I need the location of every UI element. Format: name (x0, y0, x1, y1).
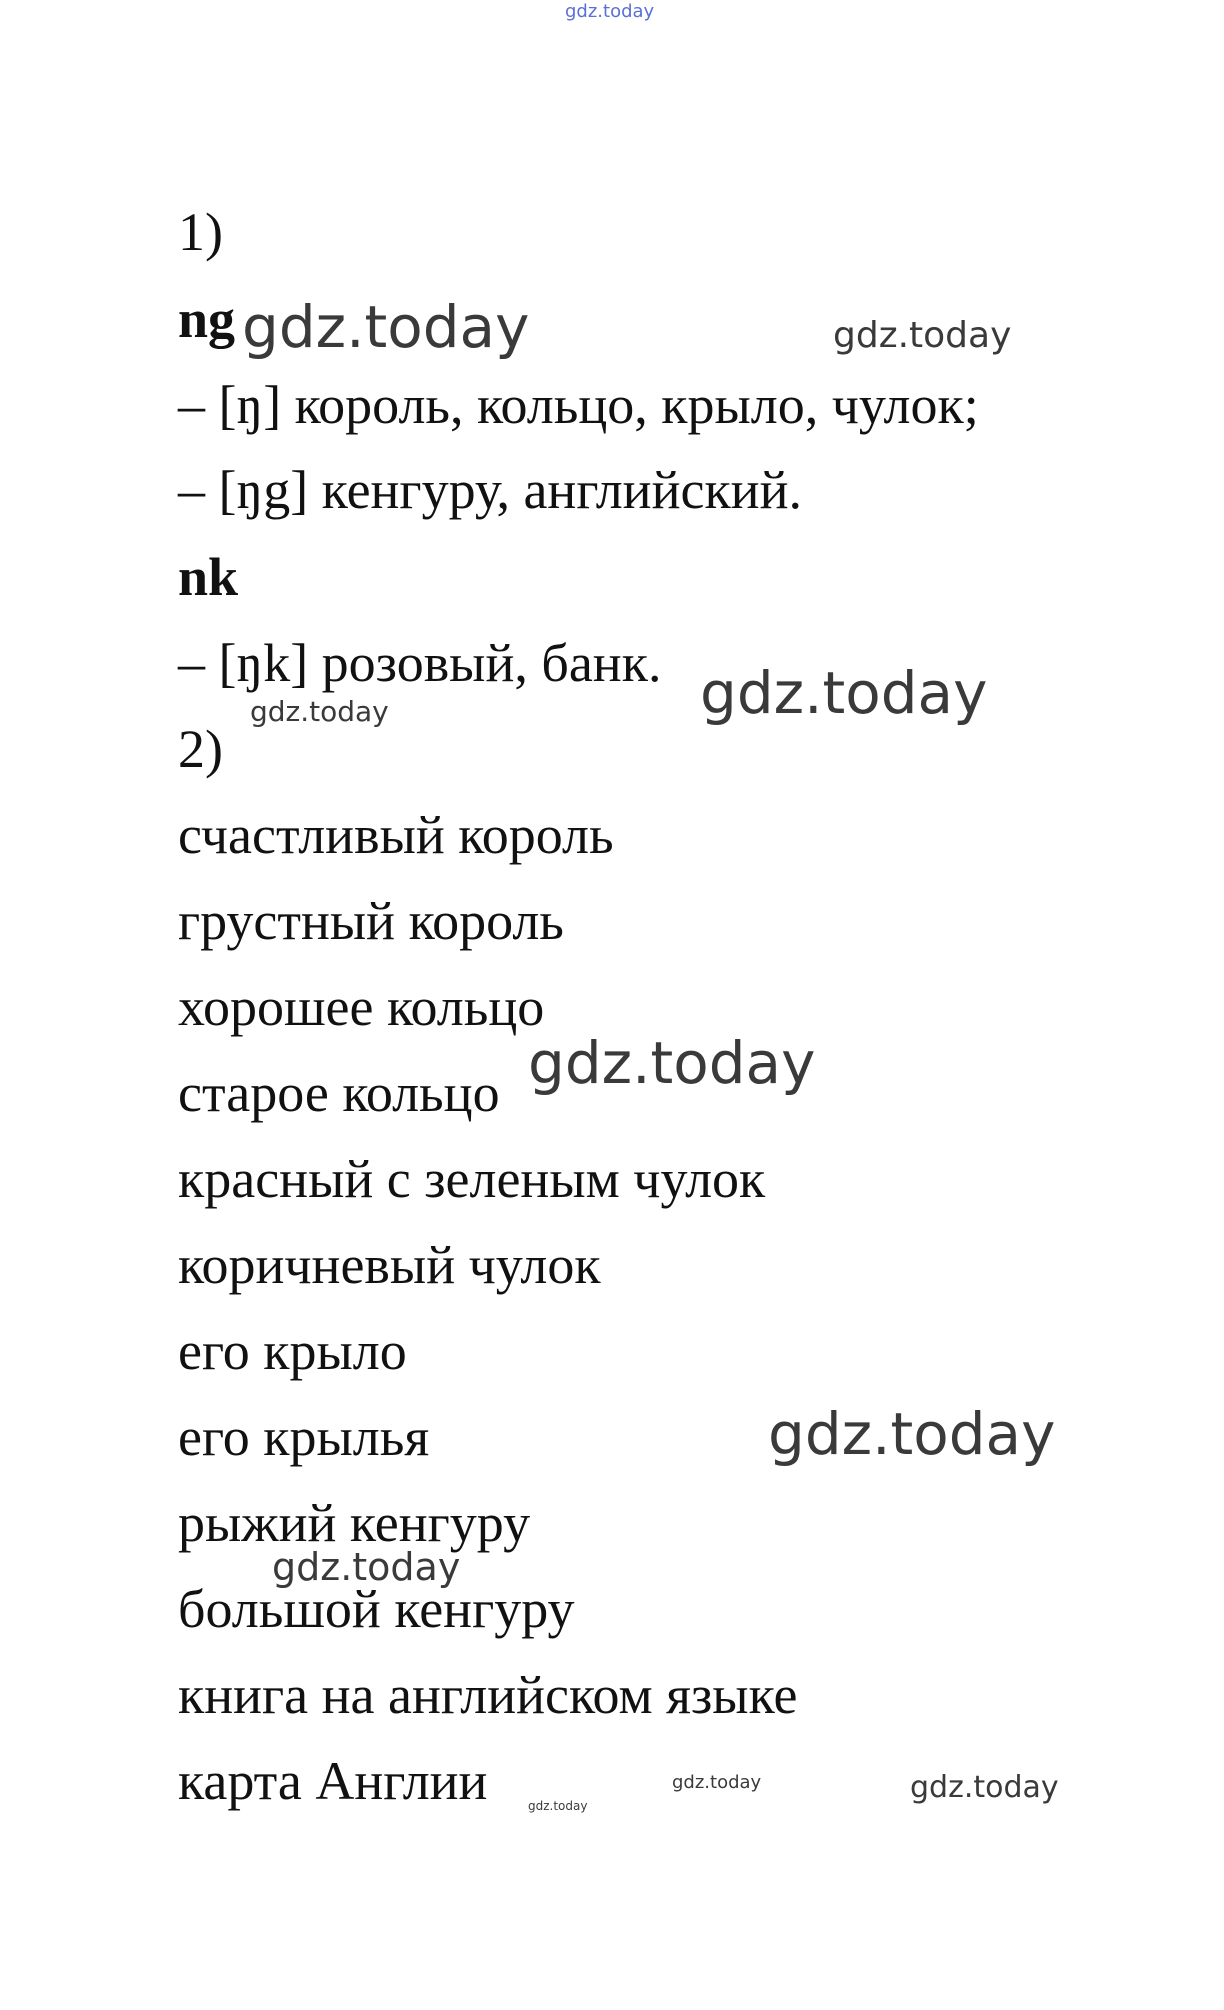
phrase-item: хорошее кольцо (178, 977, 545, 1037)
heading-nk: nk (178, 547, 239, 607)
nk-item-1: – [ŋk] розовый, банк. (178, 633, 662, 693)
phrase-item: его крылья (178, 1407, 430, 1467)
ng-item-2: – [ŋg] кенгуру, английский. (178, 460, 802, 520)
watermark: gdz.today (672, 1772, 762, 1793)
phrase-item: его крыло (178, 1321, 407, 1381)
phrase-item: красный с зеленым чулок (178, 1149, 766, 1209)
phrase-item: большой кенгуру (178, 1579, 575, 1639)
watermark: gdz.today (242, 293, 530, 361)
watermark: gdz.today (565, 1, 655, 22)
watermark: gdz.today (833, 315, 1012, 356)
phrase-item: рыжий кенгуру (178, 1493, 531, 1553)
phrase-item: коричневый чулок (178, 1235, 601, 1295)
phrase-item: грустный король (178, 891, 564, 951)
watermark: gdz.today (700, 659, 988, 727)
watermark: gdz.today (250, 695, 389, 728)
watermark: gdz.today (528, 1799, 588, 1813)
phrase-item: счастливый король (178, 805, 614, 865)
section-1-number: 1) (178, 202, 223, 262)
heading-ng: ng (178, 289, 236, 349)
watermark: gdz.today (528, 1029, 816, 1097)
phrase-item: книга на английском языке (178, 1665, 798, 1725)
watermark: gdz.today (272, 1545, 461, 1589)
watermark: gdz.today (768, 1400, 1056, 1468)
phrase-item: карта Англии (178, 1751, 488, 1811)
phrase-item: старое кольцо (178, 1063, 500, 1123)
ng-item-1: – [ŋ] король, кольцо, крыло, чулок; (178, 375, 979, 435)
watermark: gdz.today (910, 1770, 1059, 1805)
section-2-number: 2) (178, 719, 223, 779)
